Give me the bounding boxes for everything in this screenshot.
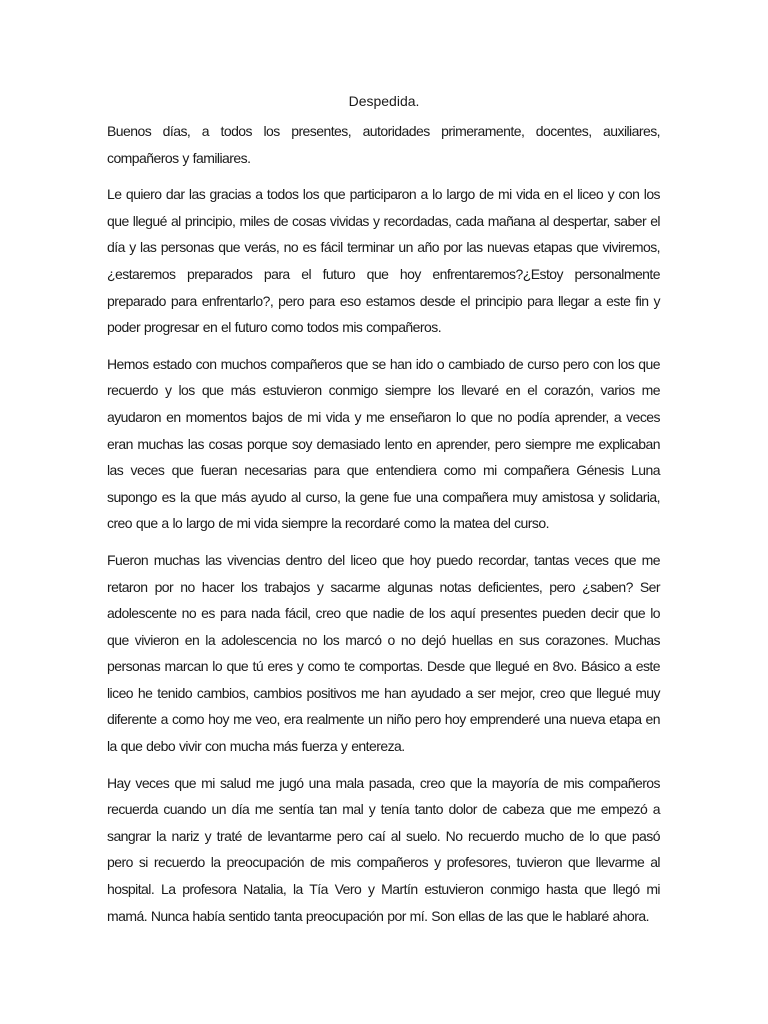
paragraph-experiences: Fueron muchas las vivencias dentro del liceo que hoy puedo recordar, tantas veces que me retaron por no hacer los trabajos y sacarme algunas notas deficientes, pero ¿saben? Ser adolescente no es para nada fácil, creo que nadie de los aquí presentes pueden decir que lo que vivieron en la adolescencia no los marcó o no dejó huellas en sus corazones. Muchas personas marcan lo que tú eres y como te comportas. Desde que llegué en 8vo. Básico a este liceo he tenido cambios, cambios positivos me han ayudado a ser mejor, creo que llegué muy diferente a como hoy me veo, era realmente un niño pero hoy emprenderé una nueva etapa en la que debo vivir con mucha más fuerza y entereza. <box>107 551 660 755</box>
document-title: Despedida. <box>348 93 420 109</box>
paragraph-classmates: Hemos estado con muchos compañeros que se han ido o cambiado de curso pero con los que recuerdo y los que más estuvieron conmigo siempre los llevaré en el corazón, varios me ayudaron en momentos bajos de mi vida y me enseñaron lo que no podía aprender, a veces eran muchas las cosas porque soy demasiado lento en aprender, pero siempre me explicaban las veces que fueran necesarias para que entendiera como mi compañera Génesis Luna supongo es la que más ayudo al curso, la gene fue una compañera muy amistosa y solidaria, creo que a lo largo de mi vida siempre la recordaré como la matea del curso. <box>107 355 660 532</box>
paragraph-thanks: Le quiero dar las gracias a todos los que participaron a lo largo de mi vida en el liceo y con los que llegué al principio, miles de cosas vividas y recordadas, cada mañana al despertar, saber el día y las personas que verás, no es fácil terminar un año por las nuevas etapas que viviremos, ¿estaremos preparados para el futuro que hoy enfrentaremos?¿Estoy personalmente preparado para enfrentarlo?, pero para eso estamos desde el principio para llegar a este fin y poder progresar en el futuro como todos mis compañeros. <box>107 186 660 336</box>
paragraph-greeting: Buenos días, a todos los presentes, autoridades primeramente, docentes, auxiliares, compañeros y familiares. <box>107 123 660 166</box>
paragraph-health: Hay veces que mi salud me jugó una mala pasada, creo que la mayoría de mis compañeros recuerda cuando un día me sentía tan mal y tenía tanto dolor de cabeza que me empezó a sangrar la nariz y traté de levantarme pero caí al suelo. No recuerdo mucho de lo que pasó pero si recuerdo la preocupación de mis compañeros y profesores, tuvieron que llevarme al hospital. La profesora Natalia, la Tía Vero y Martín estuvieron conmigo hasta que llegó mi mamá. Nunca había sentido tanta preocupación por mí. Son ellas de las que le hablaré ahora. <box>107 774 660 924</box>
document-body <box>107 118 660 939</box>
